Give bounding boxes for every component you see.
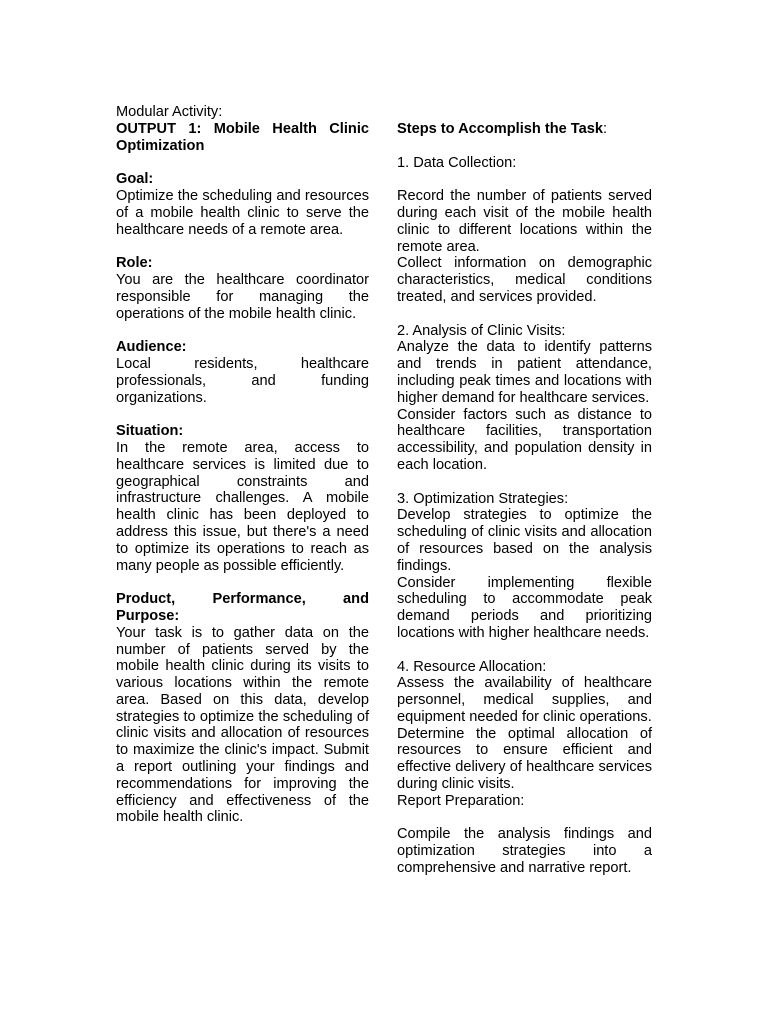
audience-text: Local residents, healthcare professionals, and funding organizations. (116, 355, 369, 406)
step4-paragraph-1: Assess the availability of healthcare personnel, medical supplies, and equipment needed for clinic operations. (397, 675, 652, 725)
step2-heading: 2. Analysis of Clinic Visits: (397, 322, 566, 339)
step3-heading: 3. Optimization Strategies: (397, 490, 569, 507)
report-heading: Report Preparation: (397, 792, 525, 809)
report-paragraph-1: Compile the analysis findings and optimization strategies into a comprehensive and narrative report. (397, 826, 652, 877)
step4-heading: 4. Resource Allocation: (397, 658, 547, 675)
step1-paragraph-1: Record the number of patients served during each visit of the mobile health clinic to different locations within the remote area. (397, 188, 652, 255)
steps-heading-line (397, 121, 652, 138)
step1-paragraph-2: Collect information on demographic characteristics, medical conditions treated, and services provided. (397, 255, 652, 305)
step3-paragraph-2: Consider implementing flexible scheduling to accommodate peak demand periods and prioritizing locations with higher healthcare needs. (397, 574, 652, 641)
situation-text: In the remote area, access to healthcare services is limited due to geographical constraints and infrastructure challenges. A mobile health clinic has been deployed to address this issue, but there's a need to optimize its operations to reach as many people as possible efficiently. (116, 439, 369, 574)
audience-heading: Audience: (116, 339, 187, 356)
right-column (397, 121, 652, 877)
output-title: OUTPUT 1: Mobile Health Clinic Optimization (116, 120, 369, 154)
goal-text: Optimize the scheduling and resources of a mobile health clinic to serve the healthcare needs of a remote area. (116, 187, 369, 238)
step1-heading: 1. Data Collection: (397, 154, 517, 171)
goal-heading: Goal: (116, 171, 154, 188)
left-column (116, 104, 369, 826)
step4-paragraph-2: Determine the optimal allocation of resources to ensure efficient and effective delivery of healthcare services during clinic visits. (397, 725, 652, 793)
steps-heading: Steps to Accomplish the Task (397, 121, 603, 137)
step3-paragraph-1: Develop strategies to optimize the scheduling of clinic visits and allocation of resources based on the analysis findings. (397, 507, 652, 574)
step2-paragraph-2: Consider factors such as distance to healthcare facilities, transportation accessibility, and population density in each location. (397, 406, 652, 473)
product-heading: Product, Performance, and Purpose: (116, 591, 369, 624)
steps-heading-colon: : (602, 121, 608, 137)
role-text: You are the healthcare coordinator responsible for managing the operations of the mobile health clinic. (116, 271, 369, 322)
role-heading: Role: (116, 255, 153, 272)
modular-activity-label: Modular Activity: (116, 104, 223, 120)
step2-paragraph-1: Analyze the data to identify patterns and trends in patient attendance, including peak times and locations with higher demand for healthcare services. (397, 339, 652, 406)
situation-heading: Situation: (116, 423, 184, 440)
product-text: Your task is to gather data on the number of patients served by the mobile health clinic during its visits to various locations within the remote area. Based on this data, develop strategies to optimize the scheduling of clinic visits and allocation of resources to maximize the clinic's impact. Submit a report outlining your findings and recommendations for improving the efficiency and effectiveness of the mobile health clinic. (116, 624, 369, 826)
